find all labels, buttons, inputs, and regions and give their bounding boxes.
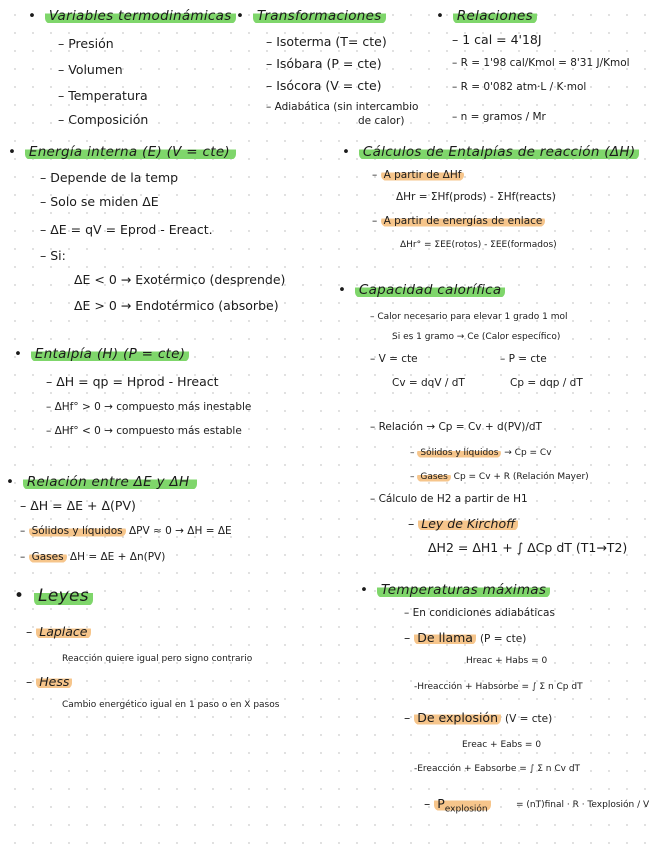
entalpia-calc-item-1: – A partir de ΔHf: [372, 168, 464, 183]
variables-item-1: – Presión: [58, 36, 114, 51]
relacion-item-2: – Sólidos y líquidos ΔPV ≈ 0 → ΔH = ΔE: [20, 525, 232, 537]
entalpia-title: • Entalpía (H) (P = cte): [14, 346, 189, 362]
energia-title: • Energía interna (E) (V = cte): [8, 144, 236, 160]
capacidad-cv: Cv = dqV / dT: [392, 377, 465, 389]
capacidad-item-1: – Calor necesario para elevar 1 grado 1 mol: [370, 312, 568, 322]
transformaciones-item-4: – Adiabática (sin intercambio: [266, 101, 419, 113]
relacion-title: • Relación entre ΔE y ΔH: [6, 474, 197, 490]
variables-item-3: – Temperatura: [58, 88, 148, 103]
energia-item-4: – Si:: [40, 248, 66, 263]
relaciones-item-3: – R = 0'082 atm·L / K·mol: [452, 81, 587, 93]
variables-title: • Variables termodinámicas: [28, 8, 236, 24]
entalpia-item-2: – ΔHf° > 0 → compuesto más inestable: [46, 401, 252, 413]
capacidad-kirchoff-formula: ΔH2 = ΔH1 + ∫ ΔCp dT (T1→T2): [428, 540, 628, 555]
variables-item-2: – Volumen: [58, 62, 123, 77]
leyes-laplace-desc: Reacción quiere igual pero signo contrario: [62, 654, 253, 664]
capacidad-title: • Capacidad calorífica: [338, 282, 505, 298]
capacidad-gases: – Gases Cp = Cv + R (Relación Mayer): [410, 472, 589, 482]
capacidad-kirchoff: – Ley de Kirchoff: [408, 516, 518, 531]
temperaturas-item-1: – En condiciones adiabáticas: [404, 607, 555, 619]
leyes-title: • Leyes: [14, 586, 93, 606]
transformaciones-item-1: – Isoterma (T= cte): [266, 34, 387, 49]
entalpia-calc-formula-1: ΔHr = ΣHf(prods) - ΣHf(reacts): [396, 191, 556, 203]
temperaturas-p-formula: = (nT)final · R · Texplosión / V: [516, 800, 650, 810]
transformaciones-item-4-cont: de calor): [358, 115, 405, 127]
leyes-laplace: – Laplace: [26, 624, 91, 639]
energia-case-1: ΔE < 0 → Exotérmico (desprende): [74, 272, 286, 287]
temperaturas-llama-f1: Hreac + Habs = 0: [466, 656, 548, 666]
relaciones-item-4: – n = gramos / Mr: [452, 111, 546, 123]
capacidad-cp: Cp = dqp / dT: [510, 377, 583, 389]
temperaturas-title: • Temperaturas máximas: [360, 582, 550, 598]
transformaciones-item-2: – Isóbara (P = cte): [266, 56, 382, 71]
leyes-hess: – Hess: [26, 674, 72, 689]
variables-item-4: – Composición: [58, 112, 149, 127]
temperaturas-exp-f1: Ereac + Eabs = 0: [462, 740, 542, 750]
temperaturas-exp-f2: -Ereacción + Eabsorbe = ∫ Σ n Cv dT: [414, 764, 581, 774]
capacidad-relacion: – Relación → Cp = Cv + d(PV)/dT: [370, 421, 542, 433]
entalpia-calc-formula-2: ΔHr° = ΣEE(rotos) - ΣEE(formados): [400, 240, 557, 250]
energia-item-2: – Solo se miden ΔE: [40, 194, 159, 209]
entalpia-calc-item-2: – A partir de energías de enlace: [372, 214, 545, 229]
energia-case-2: ΔE > 0 → Endotérmico (absorbe): [74, 298, 279, 313]
relaciones-item-1: – 1 cal = 4'18J: [452, 32, 542, 47]
entalpia-item-3: – ΔHf° < 0 → compuesto más estable: [46, 425, 242, 437]
relacion-item-3: – Gases ΔH = ΔE + Δn(PV): [20, 551, 166, 563]
temperaturas-p-explosion: – $P_{explosión}$: [424, 796, 491, 818]
temperaturas-llama-f2: -Hreacción + Habsorbe = ∫ Σ n Cp dT: [414, 682, 583, 692]
capacidad-calculo: – Cálculo de H2 a partir de H1: [370, 493, 528, 505]
transformaciones-title: • Transformaciones: [236, 8, 386, 24]
temperaturas-explosion: – De explosión (V = cte): [404, 710, 553, 725]
leyes-hess-desc: Cambio energético igual en 1 paso o en X pasos: [62, 700, 280, 710]
capacidad-item-1-cont: Si es 1 gramo → Ce (Calor específico): [392, 332, 561, 342]
capacidad-v-cte: – V = cte: [370, 353, 418, 365]
capacidad-solidos: – Sólidos y líquidos → Cp = Cv: [410, 448, 552, 458]
temperaturas-llama: – De llama (P = cte): [404, 630, 527, 645]
relaciones-item-2: – R = 1'98 cal/Kmol = 8'31 J/Kmol: [452, 57, 630, 69]
energia-item-3: – ΔE = qV = Eprod - Ereact.: [40, 222, 213, 237]
entalpia-item-1: – ΔH = qp = Hprod - Hreact: [46, 374, 219, 389]
capacidad-p-cte: – P = cte: [500, 353, 547, 365]
relacion-item-1: – ΔH = ΔE + Δ(PV): [20, 498, 136, 513]
transformaciones-item-3: – Isócora (V = cte): [266, 78, 382, 93]
entalpia-calc-title: • Cálculos de Entalpías de reacción (ΔH): [342, 144, 639, 160]
energia-item-1: – Depende de la temp: [40, 170, 179, 185]
relaciones-title: • Relaciones: [436, 8, 537, 24]
